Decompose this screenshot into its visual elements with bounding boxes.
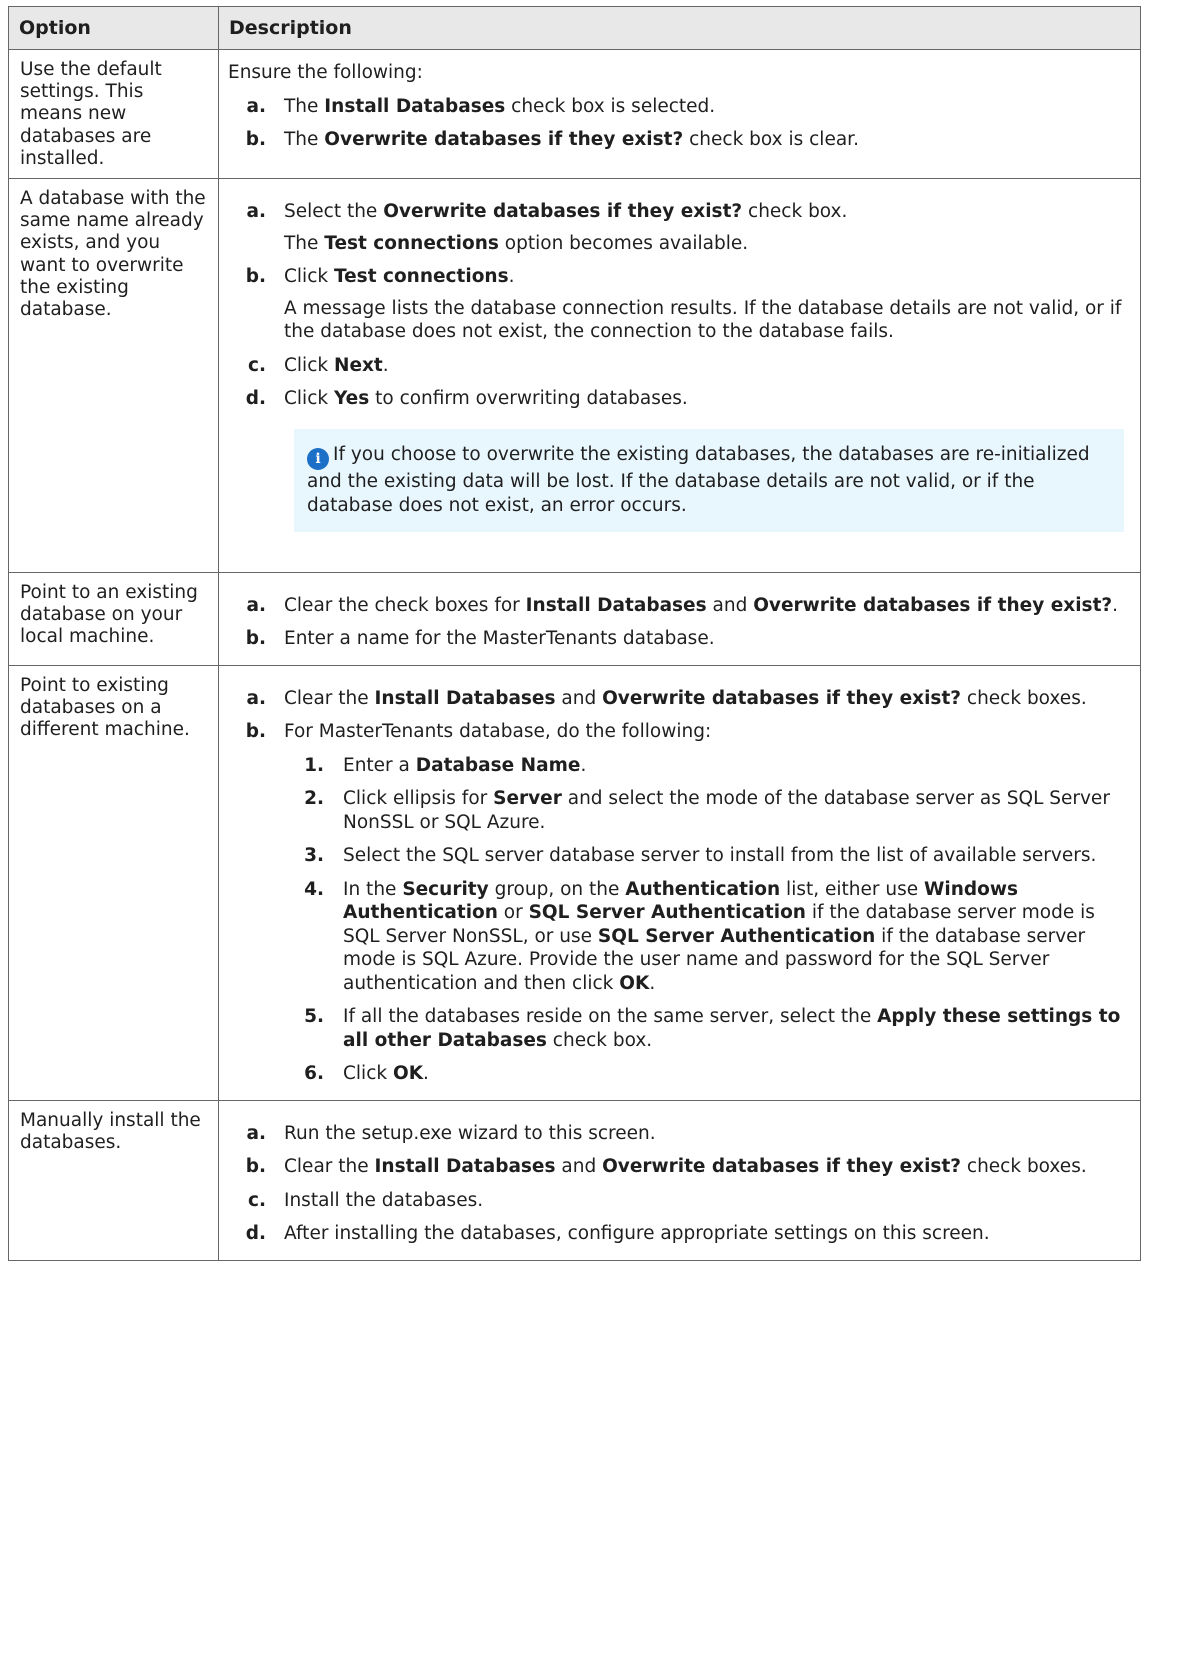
- bold-text: Install Databases: [374, 687, 556, 709]
- text: Click: [284, 354, 334, 376]
- description-cell: [219, 665, 1141, 1100]
- description-intro: Ensure the following:: [228, 62, 423, 83]
- step-line: [286, 1005, 1124, 1052]
- bold-text: Security: [402, 878, 489, 900]
- step: [228, 1155, 1124, 1179]
- text: Enter a: [343, 754, 416, 776]
- bold-text: Next: [333, 354, 383, 376]
- step-line: [228, 95, 1124, 119]
- text: Click: [343, 1063, 393, 1085]
- step-label: 3.: [304, 845, 324, 867]
- text: .: [423, 1063, 429, 1085]
- bold-text: Install Databases: [374, 1156, 556, 1178]
- step: [228, 1122, 1124, 1146]
- text: For MasterTenants database, do the following:: [284, 721, 712, 743]
- substep: [286, 878, 1124, 996]
- bold-text: Yes: [333, 388, 370, 410]
- header-option: Option: [9, 7, 219, 50]
- step-label: 1.: [304, 754, 324, 776]
- step-result: [284, 297, 1124, 344]
- step-text: [284, 265, 1124, 344]
- step-text: [343, 878, 1124, 996]
- step-line: [286, 878, 1124, 996]
- text: to confirm overwriting databases.: [369, 388, 688, 410]
- text: The: [284, 129, 325, 150]
- bold-text: Test connections: [333, 266, 509, 288]
- bold-text: Server: [493, 788, 562, 810]
- text: list, either use: [780, 878, 924, 900]
- description-cell: [219, 1100, 1141, 1260]
- step-text: [284, 95, 1124, 119]
- text: The: [284, 95, 325, 117]
- bold-text: Overwrite databases if they exist?: [383, 201, 743, 223]
- step-label: d.: [245, 388, 266, 410]
- step-text: [284, 594, 1124, 618]
- text: and: [555, 687, 603, 709]
- step-text: [284, 128, 1124, 152]
- step-text: [284, 200, 1124, 255]
- option-cell: Manually install the databases.: [9, 1100, 219, 1260]
- table-row: [9, 50, 1141, 179]
- step: [228, 627, 1124, 651]
- text: If all the databases reside on the same server, select the: [343, 1006, 878, 1028]
- step-label: b.: [245, 1156, 266, 1178]
- text: Click ellipsis for: [343, 788, 494, 810]
- text: Enter a name for the MasterTenants database.: [284, 628, 715, 650]
- step-text: [284, 720, 1124, 744]
- step: [228, 387, 1124, 411]
- text: .: [508, 266, 515, 288]
- step-label: b.: [245, 266, 266, 288]
- step-label: b.: [245, 628, 266, 650]
- step: [228, 354, 1124, 378]
- step-line: [286, 1062, 1124, 1086]
- bold-text: Test connections: [324, 232, 499, 254]
- step: [228, 200, 1124, 255]
- step-line: [228, 1122, 1124, 1146]
- step-label: 2.: [304, 788, 324, 810]
- step-label: 6.: [304, 1063, 324, 1085]
- bold-text: Overwrite databases if they exist?: [602, 687, 962, 709]
- step-label: a.: [246, 201, 266, 223]
- text: .: [1112, 594, 1119, 616]
- text: Select the: [284, 201, 384, 223]
- step: [228, 95, 1124, 119]
- text: After installing the databases, configure appropriate settings on this screen.: [284, 1223, 990, 1245]
- bold-text: Apply these settings to all other Databases: [343, 1006, 1121, 1051]
- option-cell: A database with the same name already exists, and you want to overwrite the existing database.: [9, 179, 219, 573]
- step-text: [343, 844, 1124, 868]
- options-table: [8, 6, 1141, 1261]
- step-line: [286, 754, 1124, 778]
- description-cell: [219, 50, 1141, 179]
- step-label: a.: [246, 687, 266, 709]
- step-text: [284, 687, 1124, 711]
- step-line: [228, 265, 1124, 344]
- text: Clear the check boxes for: [284, 594, 526, 616]
- step: [228, 265, 1124, 344]
- bold-text: OK: [619, 972, 650, 994]
- text: check box.: [742, 201, 848, 223]
- text: if the database server mode is SQL Azure. Provide the user name and password for the SQL Server authentication and then click: [343, 925, 1086, 994]
- step-text: [343, 1005, 1124, 1052]
- step-text: [284, 1155, 1124, 1179]
- info-icon: i: [307, 448, 329, 470]
- description-cell: [219, 179, 1141, 573]
- bold-text: Database Name: [415, 754, 581, 776]
- step: [228, 1189, 1124, 1213]
- substep: [286, 787, 1124, 834]
- step-text: [284, 1122, 1124, 1146]
- step-line: [228, 720, 1124, 744]
- bold-text: SQL Server Authentication: [597, 925, 876, 947]
- step-line: [228, 1189, 1124, 1213]
- text: Clear the: [284, 687, 375, 709]
- bold-text: Install Databases: [525, 594, 707, 616]
- step-line: [228, 594, 1124, 618]
- step-line: [228, 128, 1124, 152]
- step-label: 4.: [304, 878, 324, 900]
- step-text: [343, 1062, 1124, 1086]
- text: group, on the: [488, 878, 626, 900]
- bold-text: Overwrite databases if they exist?: [753, 594, 1113, 616]
- step-line: [228, 387, 1124, 411]
- substep: [286, 754, 1124, 778]
- step: [228, 594, 1124, 618]
- step-label: c.: [248, 1189, 266, 1211]
- substep: [286, 844, 1124, 868]
- step-text: [284, 1189, 1124, 1213]
- step: [228, 1222, 1124, 1246]
- step-line: [228, 200, 1124, 255]
- step: [228, 128, 1124, 152]
- text: and select the mode of the database server as SQL Server NonSSL or SQL Azure.: [343, 788, 1110, 833]
- bold-text: Overwrite databases if they exist?: [324, 129, 684, 150]
- option-cell: Point to existing databases on a different machine.: [9, 665, 219, 1100]
- text: The: [284, 232, 325, 254]
- bold-text: Overwrite databases if they exist?: [602, 1156, 962, 1178]
- text: if the database server mode is SQL Server NonSSL, or use: [343, 902, 1095, 947]
- step-result: [284, 232, 1124, 256]
- text: check boxes.: [961, 1156, 1087, 1178]
- text: check box is selected.: [505, 95, 716, 117]
- table-row: [9, 179, 1141, 573]
- text: or: [497, 902, 529, 924]
- text: A message lists the database connection results. If the database details are not valid, or if the database does not exist, the connection to the database fails.: [284, 297, 1122, 343]
- step: [228, 687, 1124, 711]
- text: and: [706, 594, 754, 616]
- bold-text: Install Databases: [324, 95, 506, 117]
- step-label: d.: [245, 1223, 266, 1245]
- step-label: a.: [246, 594, 266, 616]
- step-label: b.: [245, 721, 266, 743]
- step-line: [228, 687, 1124, 711]
- step-text: [343, 754, 1124, 778]
- step-line: [228, 1222, 1124, 1246]
- step-line: [228, 627, 1124, 651]
- bold-text: Windows Authentication: [343, 878, 1018, 924]
- note-text: If you choose to overwrite the existing databases, the databases are re-initialized and the existing data will be lost. If the database details are not valid, or if the database does not exist, an error occurs.: [307, 443, 1090, 516]
- step-text: [284, 627, 1124, 651]
- text: Click: [284, 266, 334, 288]
- step-line: [286, 787, 1124, 834]
- step-label: a.: [246, 95, 266, 117]
- step-label: c.: [248, 354, 266, 376]
- table-header-row: [9, 7, 1141, 50]
- text: .: [649, 972, 656, 994]
- table-row: [9, 665, 1141, 1100]
- step-text: [343, 787, 1124, 834]
- header-description: Description: [219, 7, 1141, 50]
- step-label: a.: [246, 1122, 266, 1144]
- step: [228, 720, 1124, 1086]
- bold-text: Authentication: [625, 878, 781, 900]
- step-label: 5.: [304, 1006, 324, 1028]
- text: Run the setup.exe wizard to this screen.: [284, 1122, 656, 1144]
- table-row: [9, 572, 1141, 665]
- info-note: [294, 429, 1124, 532]
- step-line: [228, 354, 1124, 378]
- text: In the: [343, 878, 403, 900]
- table-row: [9, 1100, 1141, 1260]
- option-cell: Point to an existing database on your local machine.: [9, 572, 219, 665]
- step-text: [284, 1222, 1124, 1246]
- text: Install the databases.: [284, 1189, 484, 1211]
- step-text: [284, 354, 1124, 378]
- text: and: [555, 1156, 603, 1178]
- text: option becomes available.: [498, 232, 749, 254]
- description-cell: [219, 572, 1141, 665]
- substep: [286, 1005, 1124, 1052]
- text: check box is clear.: [683, 129, 859, 150]
- step-text: [284, 387, 1124, 411]
- text: check boxes.: [961, 687, 1087, 709]
- step-line: [286, 844, 1124, 868]
- step-line: [228, 1155, 1124, 1179]
- bold-text: OK: [392, 1063, 424, 1085]
- substep: [286, 1062, 1124, 1086]
- text: Select the SQL server database server to install from the list of available servers.: [343, 845, 1097, 867]
- text: check box.: [546, 1029, 653, 1051]
- step-label: b.: [245, 129, 266, 150]
- text: Click: [284, 388, 334, 410]
- bold-text: SQL Server Authentication: [528, 902, 806, 924]
- text: .: [580, 754, 587, 776]
- option-cell: Use the default settings. This means new databases are installed.: [9, 50, 219, 179]
- text: .: [382, 354, 389, 376]
- text: Clear the: [284, 1156, 375, 1178]
